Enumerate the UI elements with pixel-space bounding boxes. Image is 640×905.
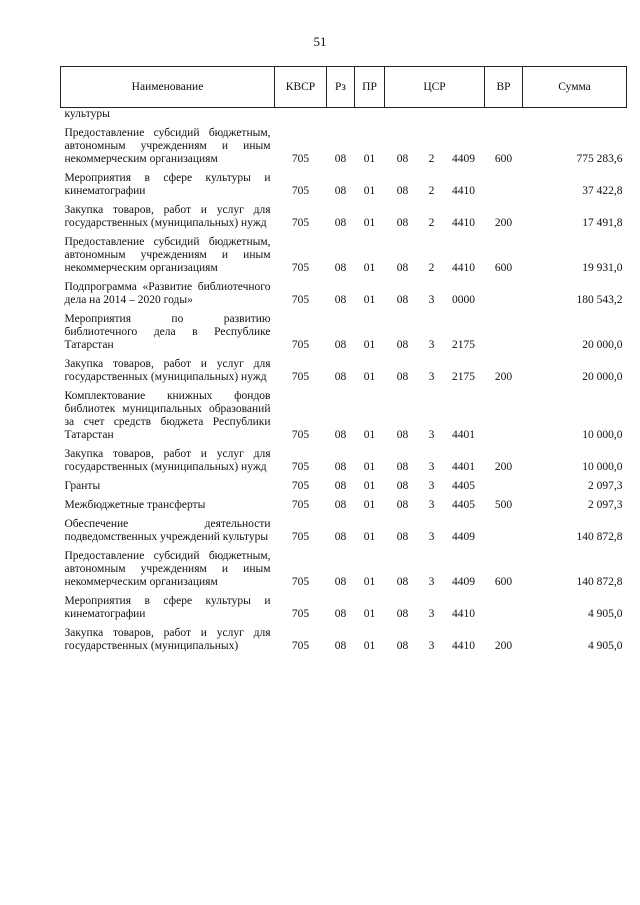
row-rz: 08 — [334, 429, 347, 441]
row-vr: 200 — [494, 371, 513, 383]
row-rz: 08 — [334, 531, 347, 543]
row-csr-part3: 4405 — [452, 480, 475, 492]
row-csr-part1: 08 — [396, 339, 409, 351]
row-csr-part2: 3 — [428, 576, 435, 588]
row-kvsr: 705 — [291, 640, 310, 652]
row-vr: 500 — [494, 499, 513, 511]
continuation-row — [61, 108, 627, 125]
row-pr: 01 — [363, 339, 376, 351]
row-vr: 200 — [494, 217, 513, 229]
row-name: Закупка товаров, работ и услуг для государственных (муниципальных) — [64, 627, 271, 652]
row-pr: 01 — [363, 608, 376, 620]
table-row — [61, 515, 627, 547]
row-csr-part3: 2175 — [452, 339, 475, 351]
row-kvsr: 705 — [291, 371, 310, 383]
row-kvsr: 705 — [291, 576, 310, 588]
table-row — [61, 355, 627, 387]
row-kvsr: 705 — [291, 294, 310, 306]
row-csr-part1: 08 — [396, 217, 409, 229]
header-csr: ЦСР — [385, 67, 485, 108]
row-kvsr: 705 — [291, 217, 310, 229]
row-vr: 200 — [494, 640, 513, 652]
row-sum: 19 931,0 — [582, 262, 623, 274]
row-vr: 600 — [494, 262, 513, 274]
header-kvsr: КВСР — [275, 67, 327, 108]
row-rz: 08 — [334, 185, 347, 197]
row-csr-part1: 08 — [396, 262, 409, 274]
row-pr: 01 — [363, 640, 376, 652]
row-rz: 08 — [334, 371, 347, 383]
row-csr-part2: 3 — [428, 499, 435, 511]
row-kvsr: 705 — [291, 499, 310, 511]
row-sum: 2 097,3 — [588, 480, 623, 492]
row-csr-part3: 4409 — [452, 576, 475, 588]
row-csr-part3: 2175 — [452, 371, 475, 383]
row-csr-part3: 4410 — [452, 185, 475, 197]
row-csr-part3: 4410 — [452, 262, 475, 274]
row-csr-part1: 08 — [396, 531, 409, 543]
row-csr-part2: 3 — [428, 608, 435, 620]
row-pr: 01 — [363, 217, 376, 229]
row-csr-part1: 08 — [396, 371, 409, 383]
row-sum: 2 097,3 — [588, 499, 623, 511]
row-kvsr: 705 — [291, 429, 310, 441]
row-sum: 17 491,8 — [582, 217, 623, 229]
row-vr — [485, 515, 523, 547]
row-rz: 08 — [334, 499, 347, 511]
table-row — [61, 124, 627, 169]
row-vr — [485, 310, 523, 355]
row-csr-part2: 3 — [428, 640, 435, 652]
row-csr-part3: 4410 — [452, 640, 475, 652]
header-pr: ПР — [355, 67, 385, 108]
row-name: Подпрограмма «Развитие библиотечного дела на 2014 – 2020 годы» — [64, 281, 271, 306]
row-csr-part1: 08 — [396, 294, 409, 306]
budget-table — [60, 66, 627, 656]
row-sum: 20 000,0 — [582, 339, 623, 351]
row-csr-part2: 3 — [428, 294, 435, 306]
row-vr — [485, 169, 523, 201]
row-name: Закупка товаров, работ и услуг для государственных (муниципальных) нужд — [64, 358, 271, 383]
row-csr-part3: 4401 — [452, 461, 475, 473]
row-vr — [485, 592, 523, 624]
row-name: Гранты — [64, 480, 101, 492]
table-row — [61, 310, 627, 355]
row-name: Предоставление субсидий бюджетным, автономным учреждениям и иным некоммерческим организациям — [64, 236, 271, 274]
table-row — [61, 547, 627, 592]
row-kvsr: 705 — [291, 531, 310, 543]
row-csr-part1: 08 — [396, 153, 409, 165]
row-pr: 01 — [363, 429, 376, 441]
row-name: Обеспечение деятельности подведомственных учреждений культуры — [64, 518, 271, 543]
table-header-row — [61, 67, 627, 108]
row-rz: 08 — [334, 153, 347, 165]
row-csr-part2: 2 — [428, 185, 435, 197]
table-row — [61, 169, 627, 201]
header-rz: Рз — [327, 67, 355, 108]
row-rz: 08 — [334, 217, 347, 229]
row-sum: 4 905,0 — [588, 608, 623, 620]
row-pr: 01 — [363, 531, 376, 543]
row-vr: 600 — [494, 153, 513, 165]
row-name: Предоставление субсидий бюджетным, автономным учреждениям и иным некоммерческим организациям — [64, 550, 271, 588]
row-rz: 08 — [334, 461, 347, 473]
row-kvsr: 705 — [291, 339, 310, 351]
row-pr: 01 — [363, 461, 376, 473]
continuation-text: культуры — [64, 108, 110, 120]
row-vr — [485, 477, 523, 496]
row-csr-part2: 3 — [428, 480, 435, 492]
header-name: Наименование — [61, 67, 275, 108]
row-csr-part2: 3 — [428, 461, 435, 473]
row-sum: 10 000,0 — [582, 429, 623, 441]
table-row — [61, 233, 627, 278]
row-kvsr: 705 — [291, 461, 310, 473]
row-vr — [485, 387, 523, 445]
row-vr — [485, 278, 523, 310]
row-sum: 180 543,2 — [576, 294, 623, 306]
row-csr-part1: 08 — [396, 185, 409, 197]
row-name: Мероприятия в сфере культуры и кинематографии — [64, 172, 271, 197]
row-kvsr: 705 — [291, 185, 310, 197]
row-name: Закупка товаров, работ и услуг для государственных (муниципальных) нужд — [64, 204, 271, 229]
row-csr-part1: 08 — [396, 608, 409, 620]
row-pr: 01 — [363, 153, 376, 165]
row-csr-part1: 08 — [396, 576, 409, 588]
row-pr: 01 — [363, 371, 376, 383]
row-csr-part3: 4409 — [452, 531, 475, 543]
row-name: Мероприятия в сфере культуры и кинематографии — [64, 595, 271, 620]
row-kvsr: 705 — [291, 480, 310, 492]
header-vr: ВР — [485, 67, 523, 108]
row-pr: 01 — [363, 262, 376, 274]
table-row — [61, 496, 627, 515]
header-sum: Сумма — [523, 67, 627, 108]
row-name: Межбюджетные трансферты — [64, 499, 206, 511]
row-csr-part2: 3 — [428, 371, 435, 383]
row-rz: 08 — [334, 576, 347, 588]
row-sum: 775 283,6 — [576, 153, 623, 165]
row-kvsr: 705 — [291, 153, 310, 165]
row-csr-part1: 08 — [396, 499, 409, 511]
row-csr-part1: 08 — [396, 429, 409, 441]
row-name: Закупка товаров, работ и услуг для государственных (муниципальных) нужд — [64, 448, 271, 473]
table-row — [61, 201, 627, 233]
row-sum: 4 905,0 — [588, 640, 623, 652]
table-row — [61, 278, 627, 310]
row-sum: 20 000,0 — [582, 371, 623, 383]
row-csr-part2: 3 — [428, 531, 435, 543]
row-pr: 01 — [363, 576, 376, 588]
row-csr-part2: 3 — [428, 339, 435, 351]
table-row — [61, 477, 627, 496]
row-name: Мероприятия по развитию библиотечного дела в Республике Татарстан — [64, 313, 271, 351]
row-csr-part3: 0000 — [452, 294, 475, 306]
row-pr: 01 — [363, 480, 376, 492]
row-pr: 01 — [363, 499, 376, 511]
row-rz: 08 — [334, 262, 347, 274]
row-csr-part2: 3 — [428, 429, 435, 441]
row-csr-part1: 08 — [396, 461, 409, 473]
row-rz: 08 — [334, 640, 347, 652]
row-sum: 37 422,8 — [582, 185, 623, 197]
row-csr-part1: 08 — [396, 480, 409, 492]
row-kvsr: 705 — [291, 262, 310, 274]
row-sum: 140 872,8 — [576, 531, 623, 543]
row-csr-part2: 2 — [428, 217, 435, 229]
row-pr: 01 — [363, 185, 376, 197]
row-csr-part2: 2 — [428, 262, 435, 274]
row-rz: 08 — [334, 480, 347, 492]
row-csr-part3: 4409 — [452, 153, 475, 165]
row-vr: 200 — [494, 461, 513, 473]
row-sum: 10 000,0 — [582, 461, 623, 473]
row-pr: 01 — [363, 294, 376, 306]
table-row — [61, 445, 627, 477]
row-name: Предоставление субсидий бюджетным, автономным учреждениям и иным некоммерческим организациям — [64, 127, 271, 165]
row-rz: 08 — [334, 339, 347, 351]
page-number: 51 — [313, 34, 327, 49]
row-csr-part3: 4410 — [452, 217, 475, 229]
table-row — [61, 624, 627, 656]
row-vr: 600 — [494, 576, 513, 588]
row-kvsr: 705 — [291, 608, 310, 620]
table-row — [61, 387, 627, 445]
row-csr-part1: 08 — [396, 640, 409, 652]
row-csr-part3: 4410 — [452, 608, 475, 620]
row-csr-part3: 4405 — [452, 499, 475, 511]
row-rz: 08 — [334, 608, 347, 620]
table-row — [61, 592, 627, 624]
row-csr-part3: 4401 — [452, 429, 475, 441]
row-csr-part2: 2 — [428, 153, 435, 165]
row-rz: 08 — [334, 294, 347, 306]
row-sum: 140 872,8 — [576, 576, 623, 588]
row-name: Комплектование книжных фондов библиотек муниципальных образований за счет средств бюджета Республики Татарстан — [64, 390, 271, 441]
